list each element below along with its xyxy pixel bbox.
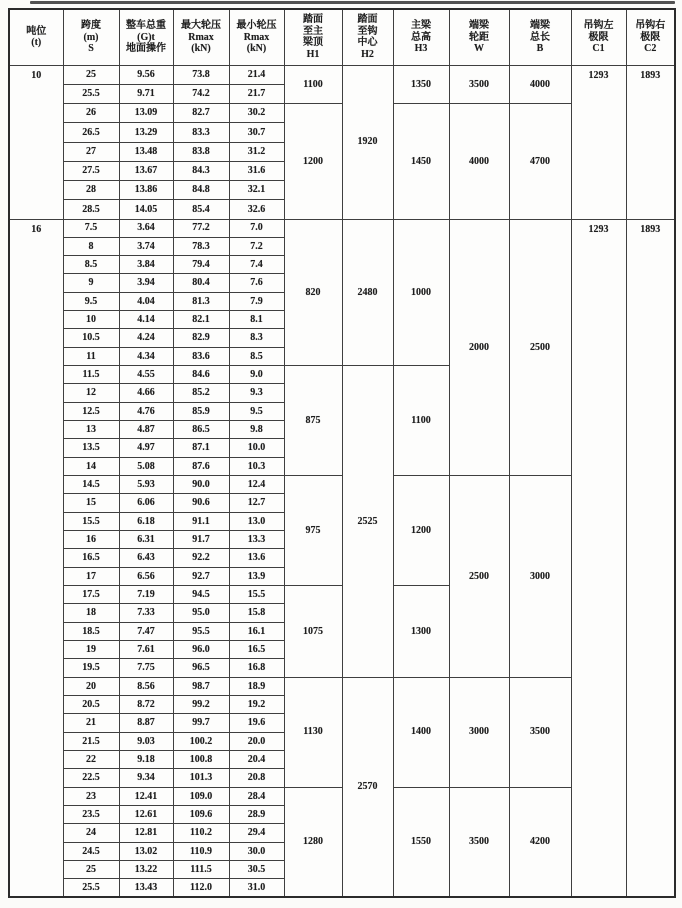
cell-b: 4000 [509, 65, 571, 104]
cell-rmax: 95.0 [173, 604, 229, 622]
header-line: C1 [592, 43, 605, 54]
cell-weight: 12.81 [119, 824, 173, 842]
cell-h3: 1200 [393, 476, 449, 586]
cell-span: 25.5 [63, 879, 119, 897]
cell-weight: 4.87 [119, 421, 173, 439]
cell-w: 3500 [449, 787, 509, 897]
cell-rmin: 8.1 [229, 311, 284, 329]
cell-rmax: 109.0 [173, 787, 229, 805]
cell-rmin: 30.5 [229, 860, 284, 878]
cell-rmin: 20.0 [229, 732, 284, 750]
cell-h1: 1100 [284, 65, 342, 104]
cell-weight: 7.47 [119, 622, 173, 640]
spec-table [8, 8, 676, 898]
cell-w: 2500 [449, 476, 509, 678]
header-line: 吨位 [26, 25, 47, 37]
cell-rmin: 16.8 [229, 659, 284, 677]
cell-rmin: 13.0 [229, 512, 284, 530]
header-line: 至钩 [357, 25, 378, 37]
cell-rmin: 31.0 [229, 879, 284, 897]
cell-b: 2500 [509, 219, 571, 476]
cell-span: 13.5 [63, 439, 119, 457]
cell-c2: 1893 [626, 219, 675, 897]
spec-table-header [9, 9, 675, 65]
header-col-c1 [571, 9, 626, 65]
header-col-h1 [284, 9, 342, 65]
cell-span: 28.5 [63, 200, 119, 219]
cell-rmin: 28.9 [229, 806, 284, 824]
cell-rmin: 21.7 [229, 84, 284, 103]
cell-weight: 4.66 [119, 384, 173, 402]
cell-span: 17.5 [63, 586, 119, 604]
cell-weight: 8.56 [119, 677, 173, 695]
cell-rmin: 18.9 [229, 677, 284, 695]
cell-h3: 1350 [393, 65, 449, 104]
cell-rmin: 7.2 [229, 237, 284, 255]
header-line: 最小轮压 [236, 20, 277, 31]
cell-rmax: 109.6 [173, 806, 229, 824]
cell-rmax: 100.8 [173, 751, 229, 769]
cell-tonnage: 16 [9, 219, 63, 897]
cell-h1: 1130 [284, 677, 342, 787]
cell-rmax: 110.2 [173, 824, 229, 842]
cell-rmin: 16.1 [229, 622, 284, 640]
cell-h1: 1200 [284, 104, 342, 220]
cell-rmin: 13.9 [229, 567, 284, 585]
cell-weight: 13.02 [119, 842, 173, 860]
cell-span: 11.5 [63, 366, 119, 384]
cell-rmax: 111.5 [173, 860, 229, 878]
cell-b: 3500 [509, 677, 571, 787]
cell-weight: 3.94 [119, 274, 173, 292]
table-row [9, 65, 675, 84]
cell-rmax: 100.2 [173, 732, 229, 750]
cell-c1: 1293 [571, 219, 626, 897]
cell-rmax: 85.9 [173, 402, 229, 420]
cell-weight: 3.64 [119, 219, 173, 237]
header-line: 整车总重 [126, 20, 166, 31]
cell-span: 10 [63, 311, 119, 329]
cell-weight: 6.56 [119, 567, 173, 585]
cell-weight: 4.34 [119, 347, 173, 365]
cell-weight: 8.72 [119, 696, 173, 714]
cell-rmin: 8.3 [229, 329, 284, 347]
header-line: H2 [361, 48, 374, 60]
cell-rmax: 96.5 [173, 659, 229, 677]
cell-rmin: 32.1 [229, 181, 284, 200]
cell-span: 28 [63, 181, 119, 200]
header-row [9, 9, 675, 65]
cell-span: 9.5 [63, 292, 119, 310]
cell-rmin: 31.2 [229, 142, 284, 161]
cell-span: 26.5 [63, 123, 119, 142]
cell-weight: 12.41 [119, 787, 173, 805]
header-col-span [63, 9, 119, 65]
cell-rmin: 30.2 [229, 104, 284, 123]
cell-span: 23.5 [63, 806, 119, 824]
cell-weight: 9.18 [119, 751, 173, 769]
cell-rmax: 83.3 [173, 123, 229, 142]
cell-rmax: 92.2 [173, 549, 229, 567]
cell-rmin: 7.9 [229, 292, 284, 310]
header-col-h3 [393, 9, 449, 65]
cell-span: 21.5 [63, 732, 119, 750]
cell-w: 2000 [449, 219, 509, 476]
cell-rmin: 13.6 [229, 549, 284, 567]
cell-h3: 1300 [393, 586, 449, 678]
cell-rmin: 7.4 [229, 256, 284, 274]
cell-rmax: 96.0 [173, 641, 229, 659]
cell-rmax: 82.9 [173, 329, 229, 347]
cell-span: 19 [63, 641, 119, 659]
cell-rmax: 83.8 [173, 142, 229, 161]
cell-w: 4000 [449, 104, 509, 220]
cell-weight: 3.84 [119, 256, 173, 274]
header-line: H1 [306, 48, 320, 60]
cell-weight: 9.56 [119, 65, 173, 84]
cell-span: 12 [63, 384, 119, 402]
cell-rmin: 10.3 [229, 457, 284, 475]
cell-weight: 6.31 [119, 531, 173, 549]
cell-rmin: 32.6 [229, 200, 284, 219]
cell-span: 27.5 [63, 161, 119, 180]
header-line: (G)t [137, 31, 155, 43]
cell-span: 25 [63, 65, 119, 84]
header-line: B [536, 43, 544, 54]
cell-weight: 9.34 [119, 769, 173, 787]
cell-h3: 1000 [393, 219, 449, 366]
cell-span: 19.5 [63, 659, 119, 677]
cell-weight: 13.29 [119, 123, 173, 142]
header-col-max-wheel-pressure [173, 9, 229, 65]
header-line: 地面操作 [126, 43, 166, 54]
header-line: 至主 [303, 25, 323, 37]
cell-rmax: 90.6 [173, 494, 229, 512]
header-line: W [474, 43, 484, 54]
cell-weight: 6.06 [119, 494, 173, 512]
cell-rmin: 19.6 [229, 714, 284, 732]
cell-span: 15 [63, 494, 119, 512]
cell-rmax: 85.4 [173, 200, 229, 219]
cell-rmax: 84.3 [173, 161, 229, 180]
cell-weight: 13.48 [119, 142, 173, 161]
cell-weight: 4.24 [119, 329, 173, 347]
cell-rmin: 7.0 [229, 219, 284, 237]
cell-span: 14.5 [63, 476, 119, 494]
cell-rmax: 79.4 [173, 256, 229, 274]
cell-span: 21 [63, 714, 119, 732]
header-line: S [88, 43, 94, 54]
cell-weight: 6.43 [119, 549, 173, 567]
cell-w: 3000 [449, 677, 509, 787]
header-col-tonnage [9, 9, 63, 65]
cell-weight: 4.04 [119, 292, 173, 310]
cell-rmin: 13.3 [229, 531, 284, 549]
cell-h3: 1550 [393, 787, 449, 897]
cell-span: 11 [63, 347, 119, 365]
cell-rmax: 95.5 [173, 622, 229, 640]
cell-span: 20.5 [63, 696, 119, 714]
cell-span: 25 [63, 860, 119, 878]
cell-span: 20 [63, 677, 119, 695]
header-line: 中心 [357, 37, 378, 49]
cell-rmin: 12.7 [229, 494, 284, 512]
cell-h3: 1100 [393, 366, 449, 476]
cell-rmax: 84.6 [173, 366, 229, 384]
cell-rmax: 87.6 [173, 457, 229, 475]
header-line: 总高 [411, 31, 431, 43]
cell-rmax: 80.4 [173, 274, 229, 292]
cell-rmax: 77.2 [173, 219, 229, 237]
cell-rmin: 20.4 [229, 751, 284, 769]
cell-rmin: 12.4 [229, 476, 284, 494]
cell-rmin: 31.6 [229, 161, 284, 180]
cell-weight: 7.19 [119, 586, 173, 604]
header-col-h2 [342, 9, 393, 65]
cell-b: 3000 [509, 476, 571, 678]
cell-h2: 2570 [342, 677, 393, 897]
header-col-b [509, 9, 571, 65]
header-line: (t) [31, 37, 42, 49]
cell-rmin: 8.5 [229, 347, 284, 365]
cell-weight: 5.93 [119, 476, 173, 494]
cell-weight: 4.97 [119, 439, 173, 457]
cell-rmin: 19.2 [229, 696, 284, 714]
cell-rmax: 94.5 [173, 586, 229, 604]
table-row [9, 219, 675, 237]
header-col-total-weight [119, 9, 173, 65]
cell-span: 12.5 [63, 402, 119, 420]
cell-h1: 1280 [284, 787, 342, 897]
header-line: H3 [414, 43, 428, 54]
cell-rmin: 9.0 [229, 366, 284, 384]
cell-weight: 5.08 [119, 457, 173, 475]
cell-span: 15.5 [63, 512, 119, 530]
spec-table-body [9, 65, 675, 897]
cell-rmax: 87.1 [173, 439, 229, 457]
header-line: 吊钩左 [583, 20, 614, 31]
cell-rmax: 73.8 [173, 65, 229, 84]
cell-span: 18 [63, 604, 119, 622]
header-col-c2 [626, 9, 675, 65]
header-line: 跨度 [81, 20, 101, 31]
cell-rmax: 92.7 [173, 567, 229, 585]
cell-h2: 2480 [342, 219, 393, 366]
cell-rmax: 110.9 [173, 842, 229, 860]
cell-h3: 1400 [393, 677, 449, 787]
cell-rmax: 83.6 [173, 347, 229, 365]
cell-w: 3500 [449, 65, 509, 104]
cell-span: 25.5 [63, 84, 119, 103]
cell-weight: 13.43 [119, 879, 173, 897]
cell-rmin: 30.7 [229, 123, 284, 142]
header-col-w [449, 9, 509, 65]
cell-rmin: 15.8 [229, 604, 284, 622]
header-line: (kN) [191, 43, 211, 54]
cell-h3: 1450 [393, 104, 449, 220]
cell-rmin: 7.6 [229, 274, 284, 292]
cell-rmax: 90.0 [173, 476, 229, 494]
cell-rmin: 21.4 [229, 65, 284, 84]
header-line: 踏面 [303, 14, 323, 26]
cell-rmax: 85.2 [173, 384, 229, 402]
cell-rmin: 10.0 [229, 439, 284, 457]
cell-span: 8.5 [63, 256, 119, 274]
header-line: 端梁 [530, 20, 550, 31]
cell-rmin: 20.8 [229, 769, 284, 787]
cell-tonnage: 10 [9, 65, 63, 219]
cell-weight: 4.76 [119, 402, 173, 420]
header-line: 主梁 [411, 20, 431, 31]
cell-span: 16 [63, 531, 119, 549]
cell-weight: 8.87 [119, 714, 173, 732]
header-line: Rmax [188, 31, 214, 43]
cell-c1: 1293 [571, 65, 626, 219]
cell-rmax: 78.3 [173, 237, 229, 255]
cell-weight: 13.22 [119, 860, 173, 878]
cell-b: 4700 [509, 104, 571, 220]
cell-weight: 12.61 [119, 806, 173, 824]
cell-rmax: 112.0 [173, 879, 229, 897]
cell-weight: 13.09 [119, 104, 173, 123]
cell-span: 16.5 [63, 549, 119, 567]
cell-span: 24 [63, 824, 119, 842]
header-line: 端梁 [469, 20, 489, 31]
cell-h2: 2525 [342, 366, 393, 678]
cell-c2: 1893 [626, 65, 675, 219]
cell-span: 9 [63, 274, 119, 292]
cell-rmax: 86.5 [173, 421, 229, 439]
cell-rmax: 101.3 [173, 769, 229, 787]
cell-h1: 820 [284, 219, 342, 366]
cell-rmin: 30.0 [229, 842, 284, 860]
cell-span: 10.5 [63, 329, 119, 347]
header-line: 轮距 [469, 31, 489, 43]
cell-rmax: 74.2 [173, 84, 229, 103]
cell-span: 17 [63, 567, 119, 585]
cell-rmax: 84.8 [173, 181, 229, 200]
cell-weight: 14.05 [119, 200, 173, 219]
cell-rmin: 16.5 [229, 641, 284, 659]
cell-span: 7.5 [63, 219, 119, 237]
cell-weight: 13.67 [119, 161, 173, 180]
cell-rmin: 29.4 [229, 824, 284, 842]
cell-weight: 13.86 [119, 181, 173, 200]
cell-rmin: 28.4 [229, 787, 284, 805]
cell-rmin: 9.5 [229, 402, 284, 420]
cell-weight: 6.18 [119, 512, 173, 530]
header-col-min-wheel-pressure [229, 9, 284, 65]
cell-span: 23 [63, 787, 119, 805]
cell-rmax: 91.7 [173, 531, 229, 549]
cell-h1: 875 [284, 366, 342, 476]
cell-span: 24.5 [63, 842, 119, 860]
cell-weight: 3.74 [119, 237, 173, 255]
scan-artifact-line [30, 1, 675, 4]
header-line: 最大轮压 [181, 20, 221, 31]
cell-rmin: 9.8 [229, 421, 284, 439]
cell-rmax: 99.2 [173, 696, 229, 714]
cell-rmax: 81.3 [173, 292, 229, 310]
cell-b: 4200 [509, 787, 571, 897]
cell-rmax: 98.7 [173, 677, 229, 695]
cell-rmin: 15.5 [229, 586, 284, 604]
cell-h1: 975 [284, 476, 342, 586]
cell-rmax: 82.1 [173, 311, 229, 329]
cell-h1: 1075 [284, 586, 342, 678]
cell-span: 8 [63, 237, 119, 255]
cell-span: 26 [63, 104, 119, 123]
cell-span: 13 [63, 421, 119, 439]
cell-span: 27 [63, 142, 119, 161]
header-line: 吊钩右 [635, 20, 666, 31]
cell-weight: 7.61 [119, 641, 173, 659]
cell-span: 18.5 [63, 622, 119, 640]
cell-rmax: 91.1 [173, 512, 229, 530]
header-line: 极限 [640, 31, 661, 43]
header-line: 踏面 [357, 14, 378, 26]
cell-rmax: 99.7 [173, 714, 229, 732]
cell-h2: 1920 [342, 65, 393, 219]
header-line: Rmax [243, 31, 270, 43]
cell-rmin: 9.3 [229, 384, 284, 402]
header-line: 极限 [588, 31, 609, 43]
cell-weight: 9.71 [119, 84, 173, 103]
cell-weight: 9.03 [119, 732, 173, 750]
header-line: (kN) [246, 43, 267, 54]
cell-weight: 7.75 [119, 659, 173, 677]
cell-span: 22.5 [63, 769, 119, 787]
cell-weight: 4.55 [119, 366, 173, 384]
header-line: 梁顶 [303, 37, 323, 49]
cell-rmax: 82.7 [173, 104, 229, 123]
cell-weight: 7.33 [119, 604, 173, 622]
header-line: 总长 [530, 31, 550, 43]
header-line: (m) [83, 31, 99, 43]
cell-weight: 4.14 [119, 311, 173, 329]
cell-span: 14 [63, 457, 119, 475]
cell-span: 22 [63, 751, 119, 769]
header-line: C2 [644, 43, 657, 54]
